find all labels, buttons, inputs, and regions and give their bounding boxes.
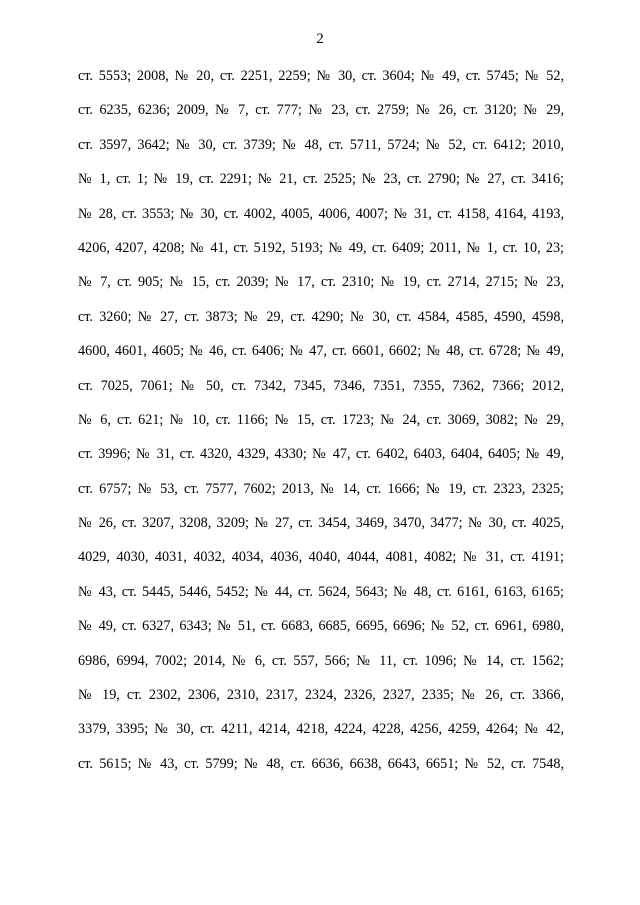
text-line: № 49, ст. 6327, 6343; № 51, ст. 6683, 6685, 6695, 6696; № 52, ст. 6961, 6980,	[78, 618, 564, 635]
text-line: ст. 3996; № 31, ст. 4320, 4329, 4330; № 47, ст. 6402, 6403, 6404, 6405; № 49,	[78, 446, 564, 463]
text-line: № 43, ст. 5445, 5446, 5452; № 44, ст. 5624, 5643; № 48, ст. 6161, 6163, 6165;	[78, 583, 564, 600]
text-line: № 28, ст. 3553; № 30, ст. 4002, 4005, 4006, 4007; № 31, ст. 4158, 4164, 4193,	[78, 205, 564, 222]
text-line: 4029, 4030, 4031, 4032, 4034, 4036, 4040, 4044, 4081, 4082; № 31, ст. 4191;	[78, 549, 564, 566]
text-line: № 1, ст. 1; № 19, ст. 2291; № 21, ст. 2525; № 23, ст. 2790; № 27, ст. 3416;	[78, 171, 564, 188]
text-line: ст. 6235, 6236; 2009, № 7, ст. 777; № 23, ст. 2759; № 26, ст. 3120; № 29,	[78, 102, 564, 119]
text-line: 4600, 4601, 4605; № 46, ст. 6406; № 47, ст. 6601, 6602; № 48, ст. 6728; № 49,	[78, 343, 564, 360]
text-line: ст. 7025, 7061; № 50, ст. 7342, 7345, 7346, 7351, 7355, 7362, 7366; 2012,	[78, 377, 564, 394]
text-line: ст. 5615; № 43, ст. 5799; № 48, ст. 6636, 6638, 6643, 6651; № 52, ст. 7548,	[78, 755, 564, 772]
body-text	[78, 66, 564, 788]
text-line: ст. 6757; № 53, ст. 7577, 7602; 2013, № 14, ст. 1666; № 19, ст. 2323, 2325;	[78, 480, 564, 497]
text-line: № 19, ст. 2302, 2306, 2310, 2317, 2324, 2326, 2327, 2335; № 26, ст. 3366,	[78, 687, 564, 704]
text-line: № 26, ст. 3207, 3208, 3209; № 27, ст. 3454, 3469, 3470, 3477; № 30, ст. 4025,	[78, 515, 564, 532]
text-line: 3379, 3395; № 30, ст. 4211, 4214, 4218, 4224, 4228, 4256, 4259, 4264; № 42,	[78, 721, 564, 738]
text-line: 4206, 4207, 4208; № 41, ст. 5192, 5193; № 49, ст. 6409; 2011, № 1, ст. 10, 23;	[78, 239, 564, 256]
text-line: 6986, 6994, 7002; 2014, № 6, ст. 557, 566; № 11, ст. 1096; № 14, ст. 1562;	[78, 652, 564, 669]
page-number: 2	[316, 31, 324, 47]
text-line: № 7, ст. 905; № 15, ст. 2039; № 17, ст. 2310; № 19, ст. 2714, 2715; № 23,	[78, 274, 564, 291]
text-line: № 6, ст. 621; № 10, ст. 1166; № 15, ст. 1723; № 24, ст. 3069, 3082; № 29,	[78, 411, 564, 428]
text-line: ст. 3597, 3642; № 30, ст. 3739; № 48, ст. 5711, 5724; № 52, ст. 6412; 2010,	[78, 136, 564, 153]
text-line: ст. 5553; 2008, № 20, ст. 2251, 2259; № 30, ст. 3604; № 49, ст. 5745; № 52,	[78, 68, 564, 84]
text-line: ст. 3260; № 27, ст. 3873; № 29, ст. 4290; № 30, ст. 4584, 4585, 4590, 4598,	[78, 308, 564, 325]
